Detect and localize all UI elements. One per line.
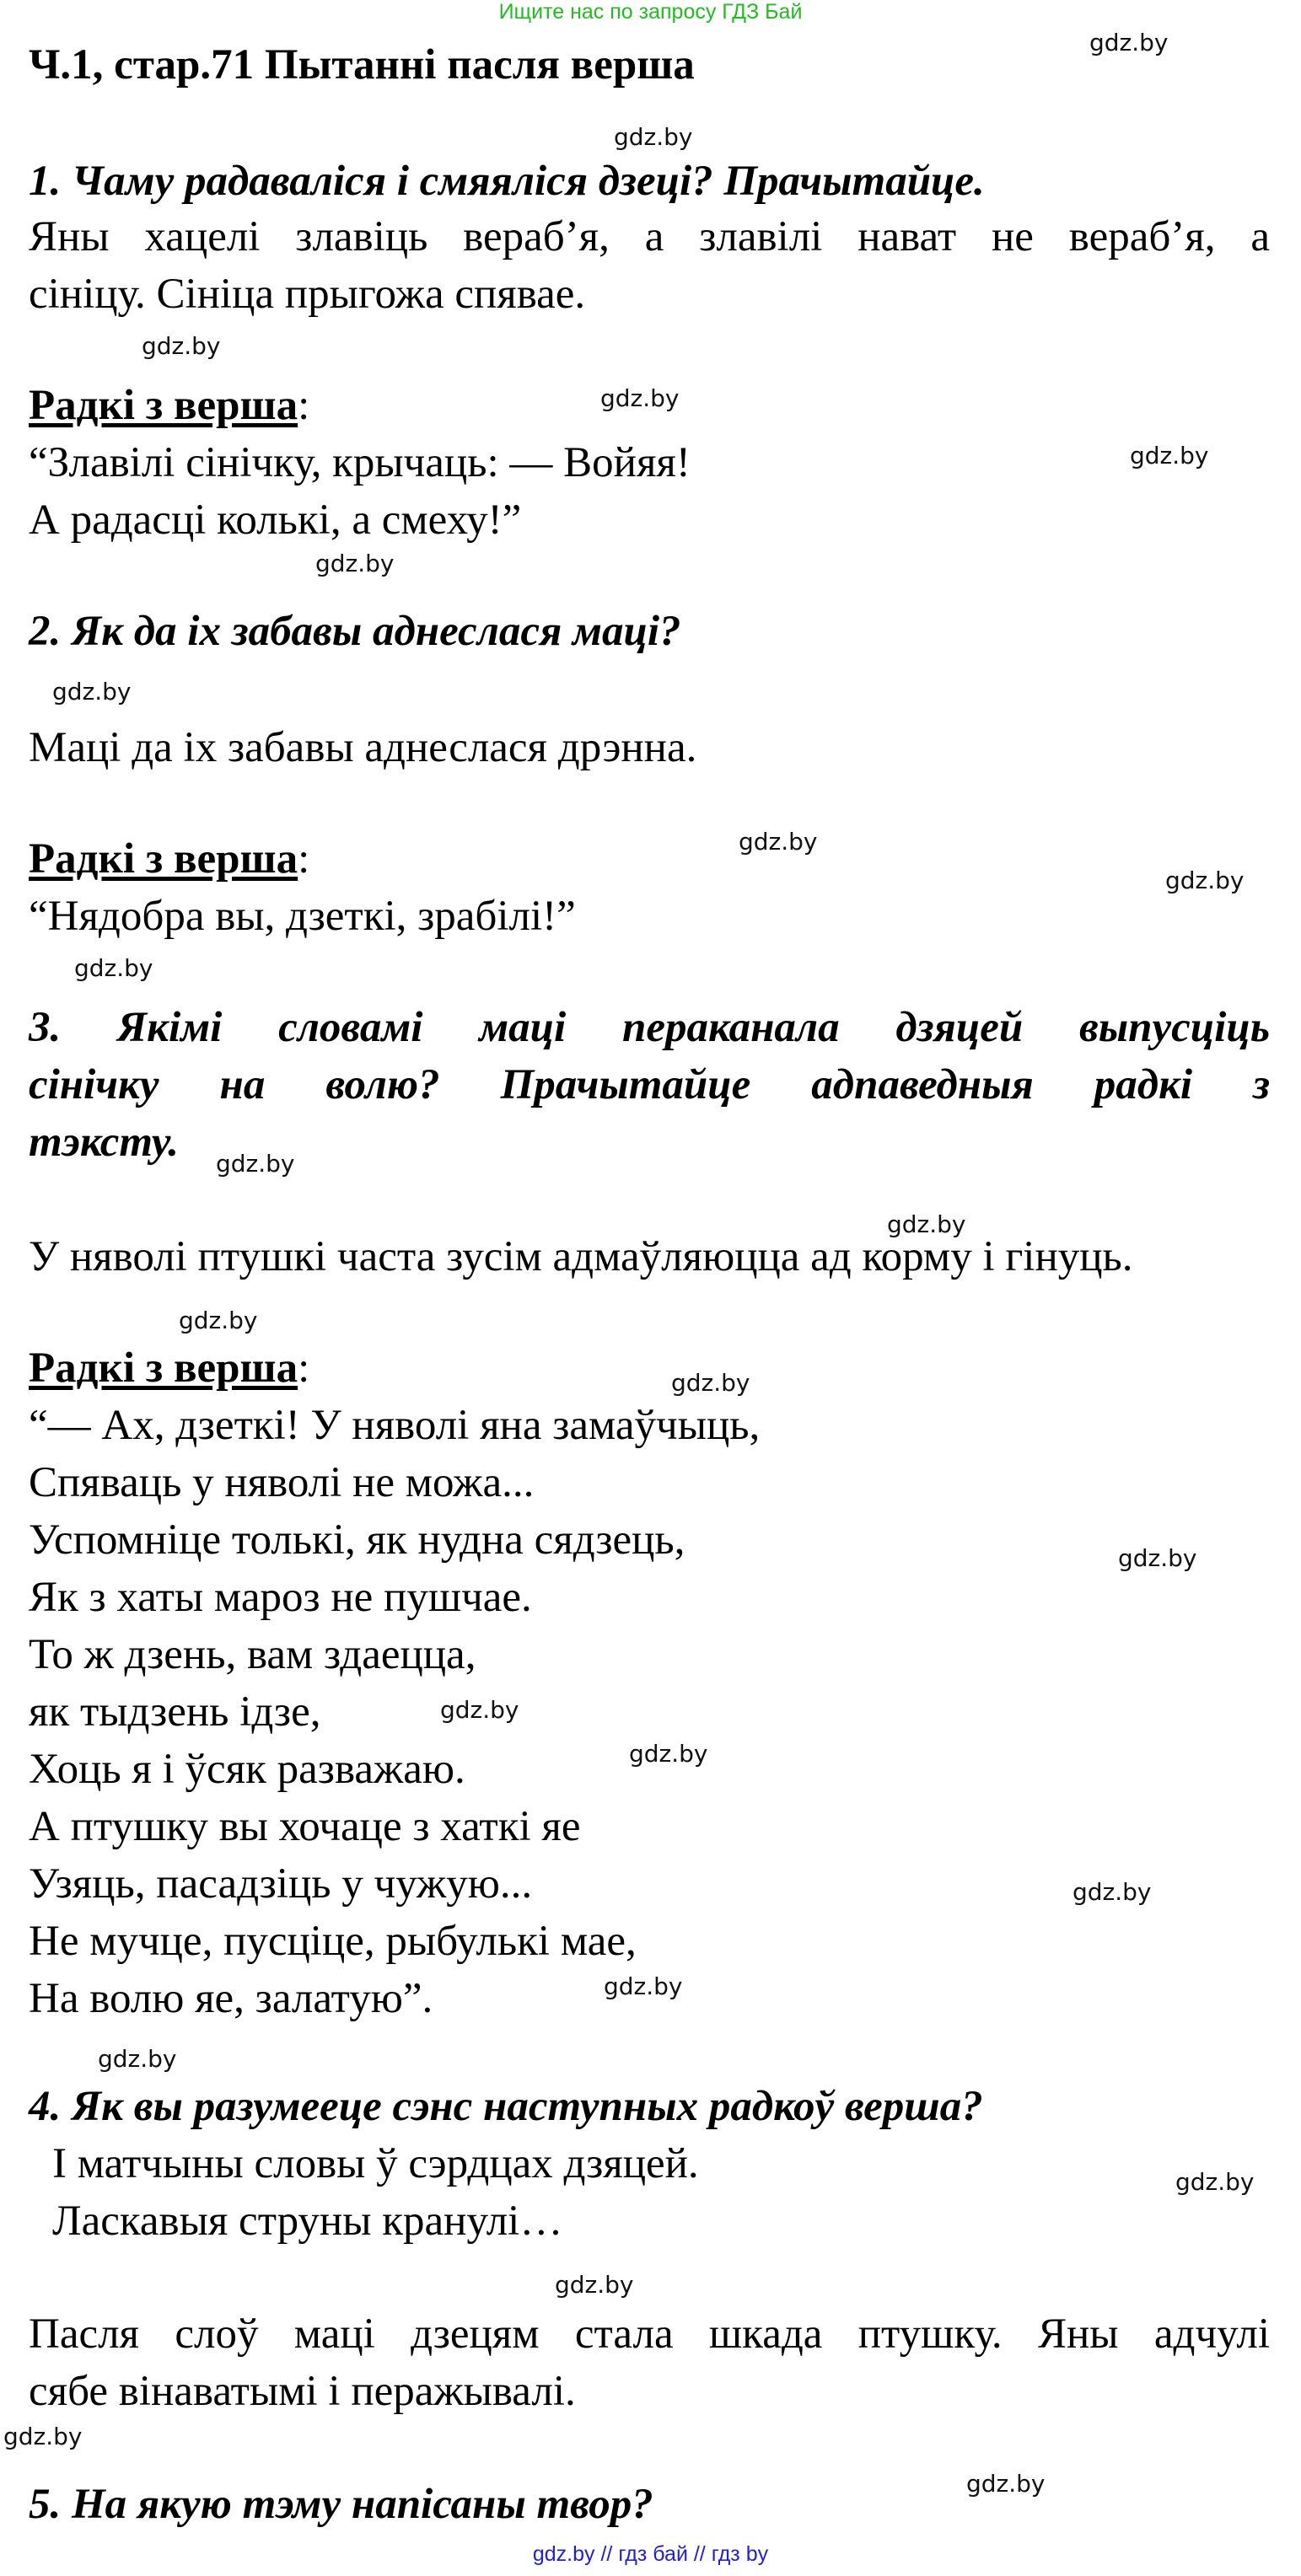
answer-1-line-1: Яны хацелі злавіць вераб’я, а злавілі нават не вераб’я, а <box>29 213 1270 260</box>
answer-1-line-2: сініцу. Сініца прыгожа спявае. <box>29 271 586 318</box>
watermark: gdz.by <box>216 1150 295 1178</box>
verse-3-line-2: Спяваць у няволі не можа... <box>29 1459 535 1506</box>
verse-3-line-7: Хоць я і ўсяк разважаю. <box>29 1746 465 1793</box>
question-2: 2. Як да іх забавы аднеслася маці? <box>29 608 681 655</box>
verse-label-colon: : <box>298 1344 310 1392</box>
verse-label-colon: : <box>298 835 310 883</box>
watermark: gdz.by <box>142 332 221 360</box>
verse-3-line-5: То ж дзень, вам здаецца, <box>29 1631 476 1678</box>
watermark: gdz.by <box>74 954 153 982</box>
question-1: 1. Чаму радаваліся і смяяліся дзеці? Прачытайце. <box>29 158 985 205</box>
page-title: Ч.1, стар.71 Пытанні пасля верша <box>29 41 695 89</box>
watermark: gdz.by <box>739 828 818 856</box>
verse-3-line-8: А птушку вы хочаце з хаткі яе <box>29 1803 581 1850</box>
watermark: gdz.by <box>600 384 680 412</box>
verse-3-line-4: Як з хаты мароз не пушчае. <box>29 1574 532 1621</box>
verse-3-line-9: Узяць, пасадзіць у чужую... <box>29 1860 533 1908</box>
watermark: gdz.by <box>1175 2168 1255 2196</box>
verse-4-line-1: І матчыны словы ў сэрдцах дзяцей. <box>52 2140 699 2187</box>
watermark: gdz.by <box>315 550 395 577</box>
verse-label-1 <box>29 381 309 430</box>
footer-links[interactable]: gdz.by // гдз бай // гдз by <box>532 2542 769 2566</box>
verse-label-text: Радкі з верша <box>29 835 298 883</box>
verse-label-text: Радкі з верша <box>29 1344 298 1392</box>
verse-label-3 <box>29 1344 309 1393</box>
watermark: gdz.by <box>98 2045 177 2073</box>
verse-label-colon: : <box>298 382 310 429</box>
answer-3: У няволі птушкі часта зусім адмаўляюцца ад корму і гінуць. <box>29 1233 1133 1280</box>
watermark: gdz.by <box>604 1972 683 2000</box>
verse-4-line-2: Ласкавыя струны кранулі… <box>52 2198 563 2245</box>
question-3-line-1: 3. Якімі словамі маці пераканала дзяцей выпусціць <box>29 1004 1270 1051</box>
watermark: gdz.by <box>440 1696 519 1724</box>
verse-3-line-6: як тыдзень ідзе, <box>29 1688 321 1736</box>
watermark: gdz.by <box>1073 1878 1152 1906</box>
search-banner[interactable]: Ищите нас по запросу ГДЗ Бай <box>498 0 803 24</box>
watermark: gdz.by <box>629 1740 708 1768</box>
watermark: gdz.by <box>1118 1544 1197 1572</box>
watermark: gdz.by <box>3 2423 83 2450</box>
verse-3-line-3: Успомніце толькі, як нудна сядзець, <box>29 1516 685 1564</box>
verse-3-line-11: На волю яе, залатую”. <box>29 1975 433 2022</box>
watermark: gdz.by <box>52 678 132 706</box>
watermark: gdz.by <box>1165 867 1245 894</box>
verse-label-2 <box>29 835 309 883</box>
answer-4-line-1: Пасля слоў маці дзецям стала шкада птушку. Яны адчулі <box>29 2310 1270 2358</box>
watermark: gdz.by <box>1089 29 1169 56</box>
answer-4-line-2: сябе вінаватымі і перажывалі. <box>29 2368 576 2415</box>
verse-1-line-2: А радасці колькі, а смеху!” <box>29 496 522 544</box>
verse-3-line-10: Не мучце, пусціце, рыбулькі мае, <box>29 1918 637 1965</box>
watermark: gdz.by <box>1130 442 1209 470</box>
verse-2-line-1: “Нядобра вы, дзеткі, зрабілі!” <box>29 893 576 940</box>
answer-2: Маці да іх забавы аднеслася дрэнна. <box>29 724 697 771</box>
question-4: 4. Як вы разумееце сэнс наступных радкоў верша? <box>29 2083 983 2130</box>
question-3-line-3: тэксту. <box>29 1119 179 1166</box>
watermark: gdz.by <box>671 1369 750 1397</box>
watermark: gdz.by <box>555 2271 634 2299</box>
watermark: gdz.by <box>966 2470 1046 2498</box>
watermark: gdz.by <box>887 1210 966 1238</box>
watermark: gdz.by <box>614 123 693 151</box>
question-5: 5. На якую тэму напісаны твор? <box>29 2481 653 2528</box>
question-3-line-2: сінічку на волю? Прачытайце адпаведныя радкі з <box>29 1061 1270 1108</box>
verse-1-line-1: “Злавілі сінічку, крычаць: — Войяя! <box>29 439 691 486</box>
verse-3-line-1: “— Ах, дзеткі! У няволі яна замаўчыць, <box>29 1402 761 1449</box>
verse-label-text: Радкі з верша <box>29 382 298 429</box>
watermark: gdz.by <box>179 1307 258 1334</box>
